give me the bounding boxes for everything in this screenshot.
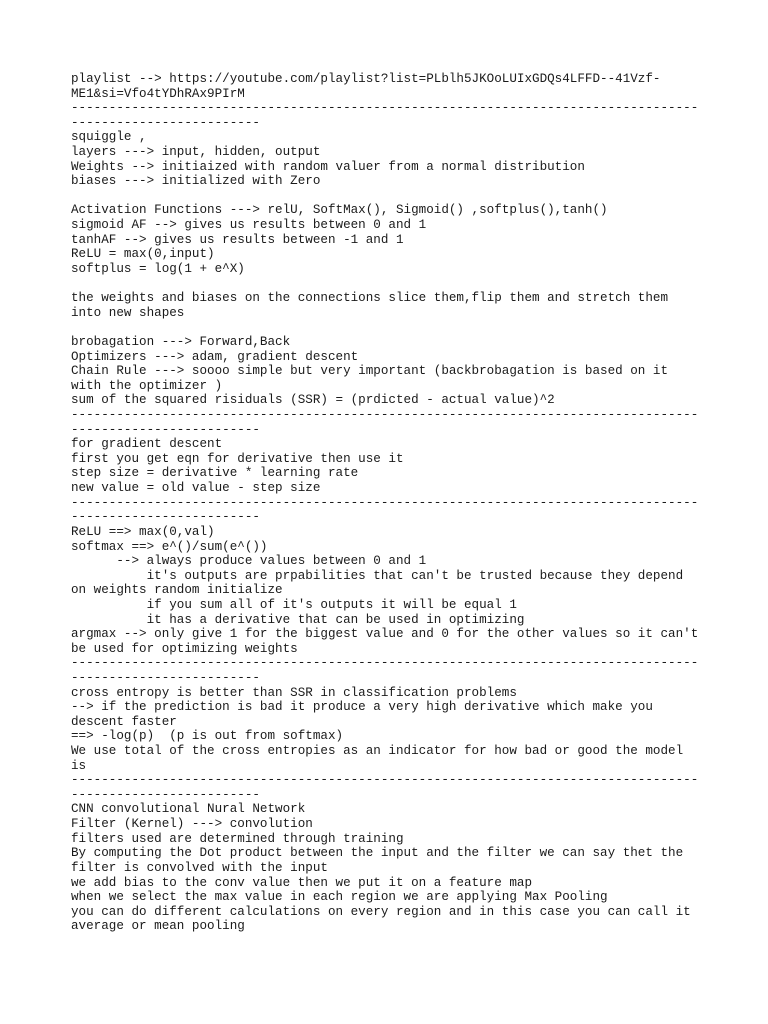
text-line: softplus = log(1 + e^X): [71, 261, 245, 276]
text-line: be used for optimizing weights: [71, 641, 298, 656]
text-line: [71, 277, 701, 292]
text-line: Filter (Kernel) ---> convolution: [71, 817, 313, 832]
text-line: if you sum all of it's outputs it will be equal 1: [71, 597, 517, 612]
text-line: cross entropy is better than SSR in classification problems: [71, 685, 517, 700]
text-line: step size = derivative * learning rate: [71, 466, 359, 481]
text-line: [71, 189, 701, 204]
text-line: [71, 320, 701, 335]
text-line: -----------------------------------------------------------------------------------: [71, 101, 699, 116]
text-line: first you get eqn for derivative then use it: [71, 451, 404, 466]
text-line: for gradient descent: [71, 437, 223, 452]
text-line: -----------------------------------------------------------------------------------: [71, 656, 699, 671]
text-line: you can do different calculations on every region and in this case you can call it: [71, 904, 691, 919]
text-line: -----------------------------------------------------------------------------------: [71, 495, 699, 510]
text-line: is: [71, 758, 87, 773]
text-line: -------------------------: [71, 510, 260, 525]
text-line: softmax ==> e^()/sum(e^()): [71, 539, 268, 554]
text-line: Chain Rule ---> soooo simple but very important (backbrobagation is based on it: [71, 364, 669, 379]
text-line: it's outputs are prpabilities that can't be trusted because they depend: [71, 568, 684, 583]
text-line: Activation Functions ---> relU, SoftMax(), Sigmoid() ,softplus(),tanh(): [71, 203, 608, 218]
text-line: By computing the Dot product between the input and the filter we can say thet the: [71, 846, 684, 861]
text-line: CNN convolutional Nural Network: [71, 802, 306, 817]
text-line: tanhAF --> gives us results between -1 and 1: [71, 232, 404, 247]
text-line: squiggle ,: [71, 130, 147, 145]
text-line: it has a derivative that can be used in optimizing: [71, 612, 525, 627]
text-line: sum of the squared risiduals (SSR) = (prdicted - actual value)^2: [71, 393, 555, 408]
text-line: new value = old value - step size: [71, 481, 321, 496]
text-line: when we select the max value in each region we are applying Max Pooling: [71, 890, 608, 905]
text-line: brobagation ---> Forward,Back: [71, 334, 291, 349]
text-line: --> always produce values between 0 and 1: [71, 554, 427, 569]
text-line: into new shapes: [71, 305, 185, 320]
text-line: ==> -log(p) (p is out from softmax): [71, 729, 344, 744]
text-line: layers ---> input, hidden, output: [71, 145, 321, 160]
text-line: we add bias to the conv value then we put it on a feature map: [71, 875, 533, 890]
text-line: -------------------------: [71, 422, 260, 437]
text-line: ReLU ==> max(0,val): [71, 524, 215, 539]
text-line: -----------------------------------------------------------------------------------: [71, 408, 699, 423]
text-line: the weights and biases on the connections slice them,flip them and stretch them: [71, 291, 669, 306]
text-line: average or mean pooling: [71, 919, 245, 934]
text-line: on weights random initialize: [71, 583, 283, 598]
text-line: Optimizers ---> adam, gradient descent: [71, 349, 359, 364]
text-line: Weights --> initiaized with random valuer from a normal distribution: [71, 159, 585, 174]
text-line: ReLU = max(0,input): [71, 247, 215, 262]
text-line: -------------------------: [71, 670, 260, 685]
text-line: -------------------------: [71, 115, 260, 130]
text-line: biases ---> initialized with Zero: [71, 174, 321, 189]
text-line: descent faster: [71, 714, 177, 729]
notes-text-body: [71, 72, 701, 934]
text-line: argmax --> only give 1 for the biggest value and 0 for the other values so it can't: [71, 627, 699, 642]
text-line: --> if the prediction is bad it produce a very high derivative which make you: [71, 700, 653, 715]
text-line: playlist --> https://youtube.com/playlist?list=PLblh5JKOoLUIxGDQs4LFFD--41Vzf-: [71, 72, 661, 86]
text-line: with the optimizer ): [71, 378, 223, 393]
text-line: -------------------------: [71, 787, 260, 802]
text-line: We use total of the cross entropies as an indicator for how bad or good the model: [71, 744, 684, 759]
text-line: sigmoid AF --> gives us results between 0 and 1: [71, 218, 427, 233]
text-line: -----------------------------------------------------------------------------------: [71, 773, 699, 788]
text-line: filter is convolved with the input: [71, 860, 328, 875]
text-line: ME1&si=Vfo4tYDhRAx9PIrM: [71, 86, 245, 101]
text-line: filters used are determined through training: [71, 831, 404, 846]
